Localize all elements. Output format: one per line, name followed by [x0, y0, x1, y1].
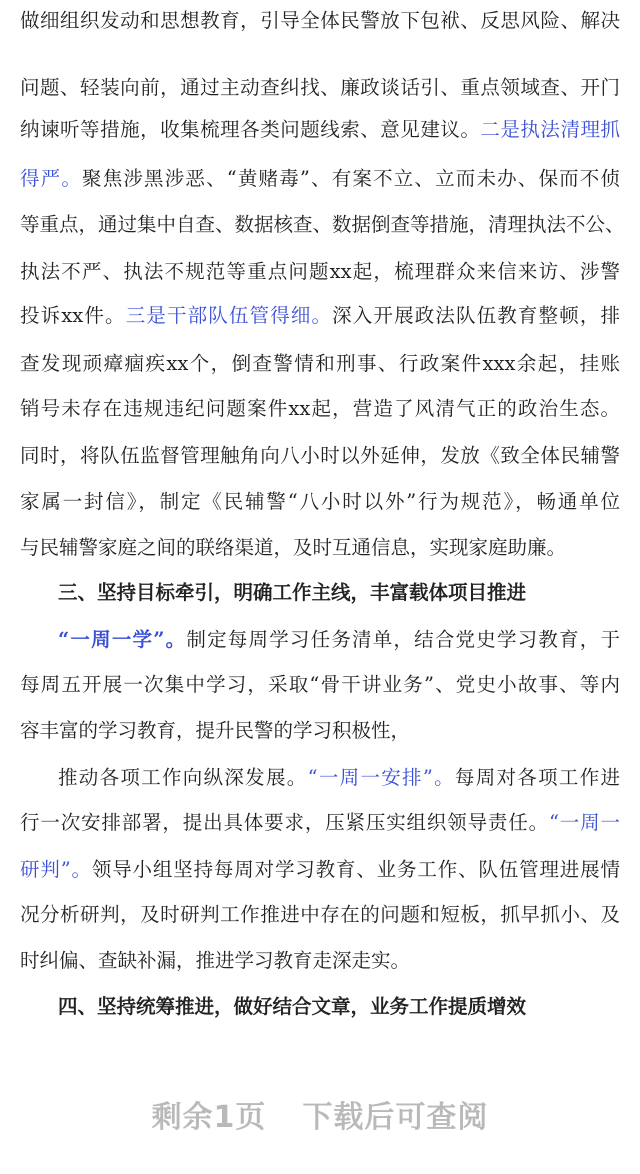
- text-run: 纳谏听等措施，收集梳理各类问题线索、意见建议。: [20, 118, 481, 141]
- highlight-heading: 二是执法清理抓: [480, 118, 620, 141]
- text-run: 家属一封信》，制定《民辅警“八小时以外”行为规范》，畅通单位: [20, 490, 620, 513]
- text-run: 况分析研判，及时研判工作推进中存在的问题和短板，抓早抓小、及: [20, 903, 620, 926]
- highlight-heading: 三是干部队伍管得细。: [125, 304, 333, 327]
- remaining-pages-label: 剩余1页: [151, 1100, 267, 1135]
- text-run: 行一次安排部署，提出具体要求，压紧压实组织领导责任。: [20, 811, 549, 834]
- text-line: [20, 394, 620, 424]
- text-line: [20, 487, 620, 517]
- text-run: 深入开展政法队伍教育整顿，排: [332, 304, 620, 327]
- text-line: [20, 73, 620, 103]
- text-run: 同时，将队伍监督管理触角向八小时以外延伸，发放《致全体民辅警: [20, 444, 620, 467]
- text-line: [20, 441, 620, 471]
- text-line: [20, 946, 620, 976]
- section-heading-text: 三、坚持目标牵引，明确工作主线，丰富载体项目推进: [58, 581, 527, 604]
- download-prompt[interactable]: [0, 1092, 640, 1136]
- highlight-heading: “一周一学”。: [58, 628, 187, 651]
- text-run: 执法不严、执法不规范等重点问题xx起，梳理群众来信来访、涉警: [20, 260, 620, 283]
- section-heading-text: 四、坚持统筹推进，做好结合文章，业务工作提质增效: [58, 995, 527, 1018]
- text-line: [20, 900, 620, 930]
- highlight-heading: 研判”。: [20, 858, 92, 881]
- section-heading: [58, 578, 620, 608]
- text-line: [58, 763, 620, 793]
- text-run: 时纠偏、查缺补漏，推进学习教育走深走实。: [20, 949, 411, 972]
- text-run: 投诉xx件。: [20, 304, 126, 327]
- highlight-heading: “一周一安排”。: [307, 766, 455, 789]
- text-line: [20, 301, 620, 331]
- text-run: 做细组织发动和思想教育，引导全体民警放下包袱、反思风险、解决: [20, 9, 620, 32]
- text-line: [20, 533, 620, 563]
- highlight-heading: 得严。: [20, 167, 83, 190]
- text-run: 等重点，通过集中自查、数据核查、数据倒查等措施，清理执法不公、: [20, 213, 625, 236]
- text-run: 容丰富的学习教育，提升民警的学习积极性，: [20, 719, 411, 742]
- text-run: 查发现顽瘴痼疾xx个，倒查警情和刑事、行政案件xxx余起，挂账: [20, 352, 620, 375]
- text-run: 推动各项工作向纵深发展。: [58, 766, 308, 789]
- text-line: [20, 670, 620, 700]
- text-line: [20, 210, 625, 240]
- text-run: 聚焦涉黑涉恶、“黄赌毒”、有案不立、立而未办、保而不侦: [82, 167, 620, 190]
- text-run: 领导小组坚持每周对学习教育、业务工作、队伍管理进展情: [91, 858, 620, 881]
- text-line: [20, 716, 620, 746]
- text-line: [20, 6, 620, 36]
- text-run: 销号未存在违规违纪问题案件xx起，营造了风清气正的政治生态。: [20, 397, 620, 420]
- text-line: [20, 164, 620, 194]
- text-line: [58, 625, 620, 655]
- section-heading: [58, 992, 620, 1022]
- text-line: [20, 257, 620, 287]
- text-run: 制定每周学习任务清单，结合党史学习教育，于: [186, 628, 620, 651]
- text-line: [20, 808, 620, 838]
- text-run: 与民辅警家庭之间的联络渠道，及时互通信息，实现家庭助廉。: [20, 536, 567, 559]
- text-run: 每周对各项工作进: [454, 766, 620, 789]
- text-line: [20, 349, 620, 379]
- text-line: [20, 855, 620, 885]
- text-run: 问题、轻装向前，通过主动查纠找、廉政谈话引、重点领域查、开门: [20, 76, 620, 99]
- download-to-view-label[interactable]: 下载后可查阅: [302, 1100, 489, 1135]
- text-run: 每周五开展一次集中学习，采取“骨干讲业务”、党史小故事、等内: [20, 673, 620, 696]
- highlight-heading: “一周一: [548, 811, 620, 834]
- text-line: [20, 115, 620, 145]
